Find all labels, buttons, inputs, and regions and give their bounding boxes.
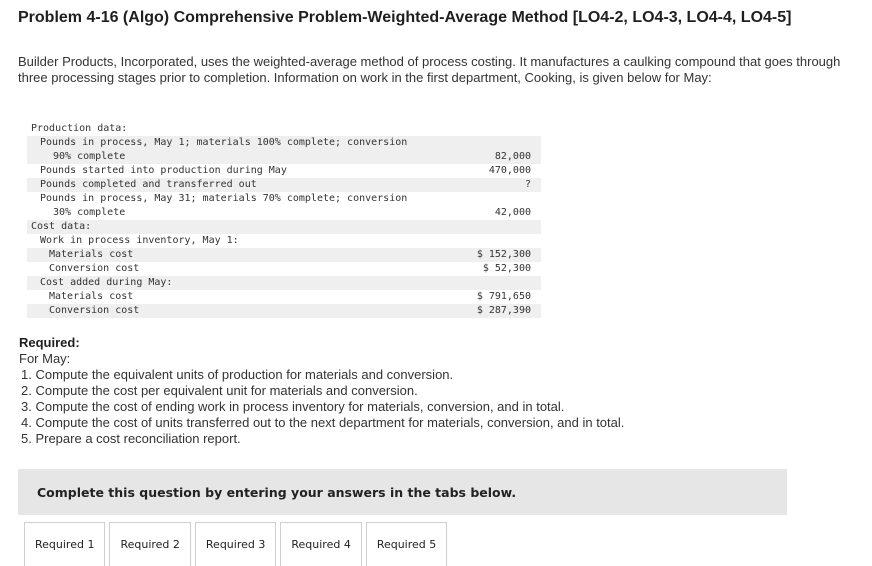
added-conversion-row — [27, 304, 541, 318]
wip-header: Work in process inventory, May 1: — [40, 235, 239, 246]
instruction-banner — [18, 469, 787, 515]
pounds-completed-value: ? — [457, 178, 541, 192]
data-table — [27, 122, 541, 318]
added-conversion-label: Conversion cost — [27, 304, 457, 318]
pounds-in-process-may31-row — [27, 192, 541, 220]
required-item-5: 5. Prepare a cost reconciliation report. — [21, 431, 241, 446]
added-materials-value: $ 791,650 — [476, 291, 531, 302]
pounds-completed-label: Pounds completed and transferred out — [27, 178, 457, 192]
required-item-4: 4. Compute the cost of units transferred out to the next department for materials, conversion, and in total. — [21, 415, 625, 430]
required-item-2: 2. Compute the cost per equivalent unit for materials and conversion. — [21, 383, 418, 398]
wip-header-row — [27, 234, 541, 248]
wip-conversion-label: Conversion cost — [49, 263, 140, 274]
added-materials-row — [27, 290, 541, 304]
required-list — [19, 367, 624, 447]
pounds-in-process-may31-label-cont: 30% complete — [53, 207, 126, 218]
tab-required-3[interactable]: Required 3 — [195, 522, 276, 566]
pounds-in-process-may1-label: Pounds in process, May 1; materials 100% complete; conversion — [40, 137, 408, 148]
pounds-in-process-may31-value: 42,000 — [494, 207, 531, 218]
production-header-row — [27, 122, 541, 136]
required-section — [19, 335, 624, 447]
pounds-in-process-may1-value: 82,000 — [457, 136, 541, 164]
required-item-3: 3. Compute the cost of ending work in process inventory for materials, conversion, and in total. — [21, 399, 565, 414]
production-header: Production data: — [31, 123, 128, 134]
wip-materials-label: Materials cost — [27, 248, 457, 262]
pounds-completed-row — [27, 178, 541, 192]
pounds-started-label: Pounds started into production during May — [40, 165, 287, 176]
required-tabs — [24, 522, 451, 566]
pounds-started-row — [27, 164, 541, 178]
pounds-in-process-may31-label: Pounds in process, May 31; materials 70% complete; conversion — [40, 193, 408, 204]
added-header: Cost added during May: — [27, 276, 457, 290]
pounds-started-value: 470,000 — [488, 165, 531, 176]
added-header-row — [27, 276, 541, 290]
problem-intro: Builder Products, Incorporated, uses the weighted-average method of process costing. It manufactures a caulking compound that goes through three processing stages prior to completion. Information on work in the first department, Cooking, is given below for May: — [18, 54, 841, 85]
instruction-banner-text: Complete this question by entering your answers in the tabs below. — [37, 484, 517, 500]
wip-conversion-value: $ 52,300 — [482, 263, 531, 274]
pounds-in-process-may1-label-cont: 90% complete — [53, 151, 126, 162]
tab-required-5[interactable]: Required 5 — [366, 522, 447, 566]
pounds-in-process-may1-row — [27, 136, 541, 164]
wip-conversion-row — [27, 262, 541, 276]
wip-materials-row — [27, 248, 541, 262]
required-for-label: For May: — [19, 351, 71, 366]
tab-required-2[interactable]: Required 2 — [109, 522, 190, 566]
problem-title: Problem 4-16 (Algo) Comprehensive Problem-Weighted-Average Method [LO4-2, LO4-3, LO4-4, LO4-5] — [18, 9, 792, 26]
cost-header-row — [27, 220, 541, 234]
wip-materials-value: $ 152,300 — [457, 248, 541, 262]
added-conversion-value: $ 287,390 — [457, 304, 541, 318]
added-materials-label: Materials cost — [49, 291, 134, 302]
tab-required-4[interactable]: Required 4 — [280, 522, 361, 566]
tab-required-1[interactable]: Required 1 — [24, 522, 105, 566]
required-heading: Required: — [19, 335, 80, 350]
required-item-1: 1. Compute the equivalent units of production for materials and conversion. — [21, 367, 454, 382]
cost-header: Cost data: — [27, 220, 457, 234]
